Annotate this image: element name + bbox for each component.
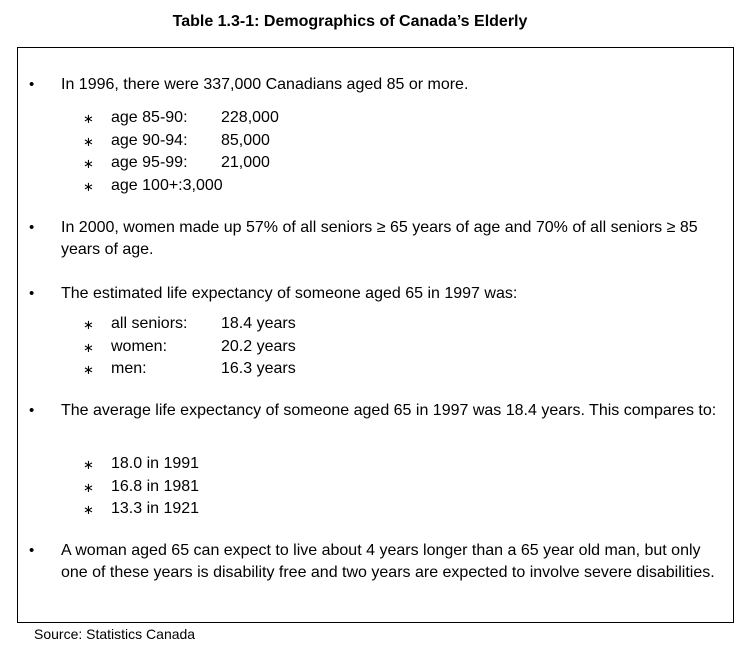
sub-item-value: 18.4 years <box>221 315 296 332</box>
asterisk-icon: ∗ <box>83 362 94 377</box>
list-item-text: In 2000, women made up 57% of all seniors ≥ 65 years of age and 70% of all seniors ≥ 85 years of age. <box>61 219 698 258</box>
bullet-icon: • <box>29 219 35 236</box>
list-item-text: The estimated life expectancy of someone aged 65 in 1997 was: <box>61 285 518 302</box>
sub-item-value: 85,000 <box>221 131 270 149</box>
bullet-icon: • <box>29 402 35 419</box>
sub-item-label: all seniors: <box>111 315 188 332</box>
bullet-icon: • <box>29 542 35 559</box>
sub-item-value: 21,000 <box>221 154 270 171</box>
asterisk-icon: ∗ <box>83 156 94 171</box>
sub-item-label: men: <box>111 360 147 377</box>
sub-item-label: age 85-90: <box>111 109 188 126</box>
sub-item-label: age 90-94: <box>111 131 188 149</box>
sub-item-label: 18.0 in 1991 <box>111 455 200 472</box>
content-box <box>17 47 734 623</box>
list-item-text: The average life expectancy of someone aged 65 in 1997 was 18.4 years. This compares to: <box>61 402 717 419</box>
asterisk-icon: ∗ <box>83 339 94 355</box>
asterisk-icon: ∗ <box>83 133 94 149</box>
sub-item-label: age 100+:3,000 <box>111 176 223 194</box>
sub-item-label: 16.8 in 1981 <box>111 477 200 495</box>
sub-item-value: 228,000 <box>221 109 279 126</box>
asterisk-icon: ∗ <box>83 457 94 472</box>
asterisk-icon: ∗ <box>83 502 94 517</box>
sub-item-label: women: <box>111 337 168 355</box>
asterisk-icon: ∗ <box>83 317 94 332</box>
list-item-text: A woman aged 65 can expect to live about 4 years longer than a 65 year old man, but only one of these years is disability free and two years are expected to involve severe disabilities. <box>61 542 715 581</box>
sub-item-value: 16.3 years <box>221 360 296 377</box>
bullet-icon: • <box>29 285 35 302</box>
sub-item-value: 20.2 years <box>221 337 296 355</box>
table-title: Table 1.3-1: Demographics of Canada’s Elderly <box>172 13 528 30</box>
asterisk-icon: ∗ <box>83 111 94 126</box>
list-item-text: In 1996, there were 337,000 Canadians aged 85 or more. <box>61 76 469 93</box>
sub-item-label: age 95-99: <box>111 154 188 171</box>
source-note: Source: Statistics Canada <box>34 626 196 642</box>
asterisk-icon: ∗ <box>83 178 94 194</box>
asterisk-icon: ∗ <box>83 479 94 495</box>
bullet-icon: • <box>29 76 35 93</box>
sub-item-label: 13.3 in 1921 <box>111 500 200 517</box>
